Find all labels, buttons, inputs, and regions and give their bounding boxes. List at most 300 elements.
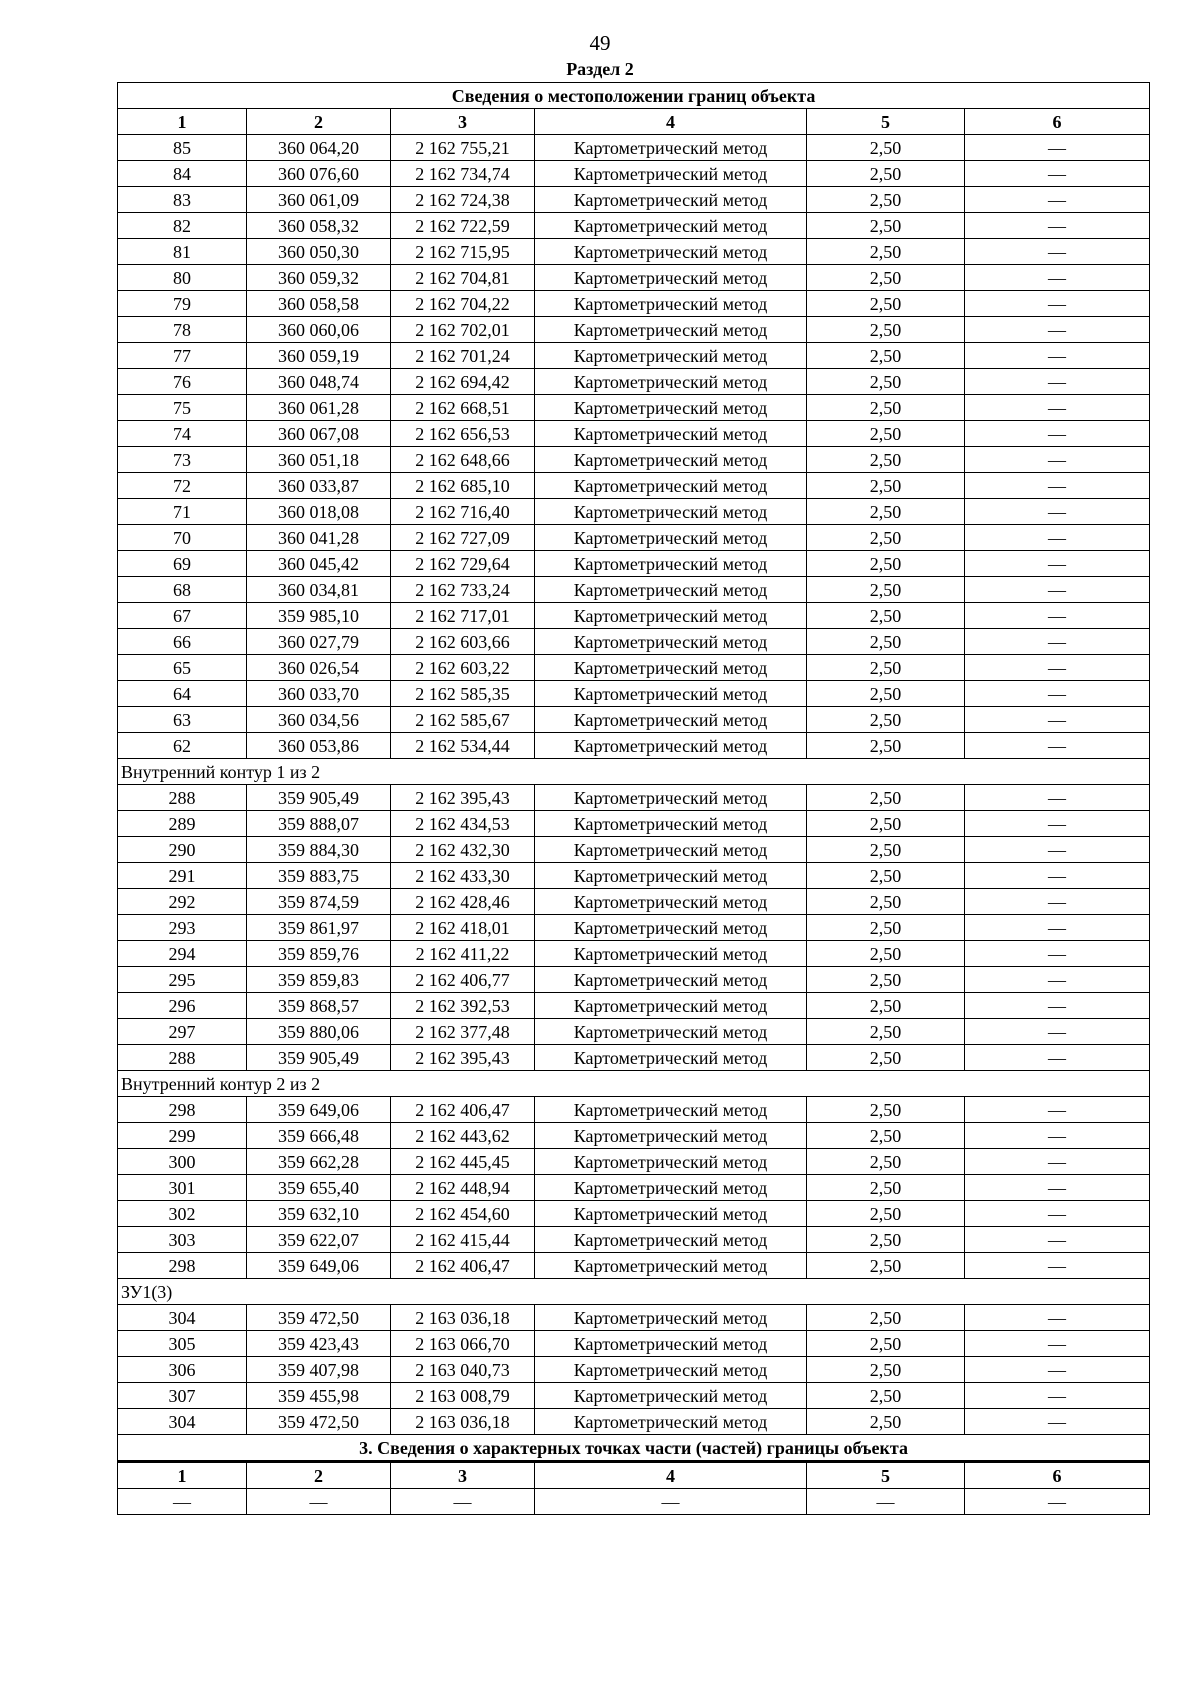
table-cell-1: 306 — [118, 1357, 247, 1383]
table-cell-2: 359 649,06 — [247, 1253, 391, 1279]
table-cell-2: 360 051,18 — [247, 447, 391, 473]
table-cell-3: 2 162 443,62 — [391, 1123, 535, 1149]
table-row — [118, 967, 1150, 993]
table-cell-3: 2 162 395,43 — [391, 1045, 535, 1071]
table-row — [118, 889, 1150, 915]
table-cell-4: Картометрический метод — [535, 655, 807, 681]
table-cell-6: — — [965, 291, 1150, 317]
table-cell-4: Картометрический метод — [535, 473, 807, 499]
table-cell-5: 2,50 — [807, 1045, 965, 1071]
table-row — [118, 1175, 1150, 1201]
table-cell-2: 359 868,57 — [247, 993, 391, 1019]
table-cell-1: 288 — [118, 1045, 247, 1071]
table-cell-4: Картометрический метод — [535, 577, 807, 603]
table-cell-3: 2 162 395,43 — [391, 785, 535, 811]
table-cell-6: — — [965, 1149, 1150, 1175]
table-cell-3: 2 162 448,94 — [391, 1175, 535, 1201]
table-cell-1: 307 — [118, 1383, 247, 1409]
table-cell-1: 81 — [118, 239, 247, 265]
table-row — [118, 681, 1150, 707]
table-cell-2: 359 883,75 — [247, 863, 391, 889]
table-cell-4: Картометрический метод — [535, 447, 807, 473]
table-title: Сведения о местоположении границ объекта — [118, 83, 1150, 109]
table-cell-2: 359 655,40 — [247, 1175, 391, 1201]
table-cell-1: 84 — [118, 161, 247, 187]
table-cell-5: 2,50 — [807, 525, 965, 551]
table-cell-4: Картометрический метод — [535, 707, 807, 733]
table-cell-4: Картометрический метод — [535, 161, 807, 187]
table-cell-6: — — [965, 1357, 1150, 1383]
table-cell-1: 77 — [118, 343, 247, 369]
table-cell-5: 2,50 — [807, 135, 965, 161]
table-cell-4: Картометрический метод — [535, 1175, 807, 1201]
table-cell-4: Картометрический метод — [535, 941, 807, 967]
table-cell-2: 360 061,28 — [247, 395, 391, 421]
table-cell-6: — — [965, 733, 1150, 759]
table-cell-3: 2 162 603,66 — [391, 629, 535, 655]
table-cell-3: 2 162 717,01 — [391, 603, 535, 629]
table-cell-4: Картометрический метод — [535, 837, 807, 863]
table-cell-6: — — [965, 551, 1150, 577]
table-cell-6: — — [965, 629, 1150, 655]
table-cell-3: 2 162 445,45 — [391, 1149, 535, 1175]
table-row — [118, 1123, 1150, 1149]
contour-label-row — [118, 759, 1150, 785]
table-cell-1: 298 — [118, 1097, 247, 1123]
table-cell-2: 360 033,87 — [247, 473, 391, 499]
table-cell-1: 75 — [118, 395, 247, 421]
table-row — [118, 915, 1150, 941]
table-cell-1: 83 — [118, 187, 247, 213]
table-cell-2: 359 888,07 — [247, 811, 391, 837]
table-cell-6: — — [965, 577, 1150, 603]
table-cell-6: — — [965, 1097, 1150, 1123]
table-row — [118, 1383, 1150, 1409]
table-cell-4: Картометрический метод — [535, 1045, 807, 1071]
table-row — [118, 473, 1150, 499]
table-cell-1: 291 — [118, 863, 247, 889]
table-cell-5: 2,50 — [807, 161, 965, 187]
table-cell-6: — — [965, 1019, 1150, 1045]
section3-header-3: 3 — [391, 1462, 535, 1489]
table-row — [118, 993, 1150, 1019]
table-cell-3: 2 163 036,18 — [391, 1305, 535, 1331]
table-row — [118, 265, 1150, 291]
table-row — [118, 811, 1150, 837]
contour-label: Внутренний контур 2 из 2 — [118, 1071, 1150, 1097]
table-cell-1: 295 — [118, 967, 247, 993]
table-row — [118, 837, 1150, 863]
section3-cell-3: — — [391, 1489, 535, 1515]
contour-label-row — [118, 1279, 1150, 1305]
table-cell-4: Картометрический метод — [535, 1019, 807, 1045]
column-header-6: 6 — [965, 109, 1150, 135]
table-cell-1: 65 — [118, 655, 247, 681]
table-cell-1: 298 — [118, 1253, 247, 1279]
table-cell-2: 360 045,42 — [247, 551, 391, 577]
section3-header-5: 5 — [807, 1462, 965, 1489]
table-row — [118, 1227, 1150, 1253]
table-cell-5: 2,50 — [807, 681, 965, 707]
table-cell-4: Картометрический метод — [535, 681, 807, 707]
table-row — [118, 213, 1150, 239]
table-cell-5: 2,50 — [807, 1357, 965, 1383]
table-cell-4: Картометрический метод — [535, 187, 807, 213]
table-cell-3: 2 162 406,47 — [391, 1253, 535, 1279]
table-cell-3: 2 162 534,44 — [391, 733, 535, 759]
column-header-3: 3 — [391, 109, 535, 135]
table-cell-5: 2,50 — [807, 707, 965, 733]
table-cell-6: — — [965, 915, 1150, 941]
table-cell-5: 2,50 — [807, 629, 965, 655]
table-row — [118, 239, 1150, 265]
table-cell-6: — — [965, 499, 1150, 525]
table-cell-2: 359 662,28 — [247, 1149, 391, 1175]
section3-header-1: 1 — [118, 1462, 247, 1489]
table-row — [118, 1097, 1150, 1123]
table-cell-6: — — [965, 1175, 1150, 1201]
table-cell-1: 292 — [118, 889, 247, 915]
table-cell-6: — — [965, 447, 1150, 473]
table-cell-5: 2,50 — [807, 421, 965, 447]
table-cell-5: 2,50 — [807, 447, 965, 473]
column-header-1: 1 — [118, 109, 247, 135]
table-cell-4: Картометрический метод — [535, 291, 807, 317]
table-cell-6: — — [965, 811, 1150, 837]
table-cell-6: — — [965, 707, 1150, 733]
table-cell-6: — — [965, 343, 1150, 369]
table-cell-5: 2,50 — [807, 317, 965, 343]
table-cell-1: 72 — [118, 473, 247, 499]
table-row — [118, 291, 1150, 317]
table-cell-3: 2 162 734,74 — [391, 161, 535, 187]
table-cell-4: Картометрический метод — [535, 1149, 807, 1175]
table-cell-4: Картометрический метод — [535, 421, 807, 447]
table-cell-2: 360 048,74 — [247, 369, 391, 395]
table-cell-3: 2 163 036,18 — [391, 1409, 535, 1435]
table-cell-6: — — [965, 837, 1150, 863]
table-cell-1: 297 — [118, 1019, 247, 1045]
table-cell-1: 79 — [118, 291, 247, 317]
table-row — [118, 941, 1150, 967]
table-cell-3: 2 162 715,95 — [391, 239, 535, 265]
table-cell-6: — — [965, 1305, 1150, 1331]
table-cell-3: 2 162 733,24 — [391, 577, 535, 603]
table-cell-4: Картометрический метод — [535, 265, 807, 291]
table-row — [118, 1201, 1150, 1227]
table-cell-5: 2,50 — [807, 603, 965, 629]
section3-header-row — [118, 1462, 1150, 1489]
table-cell-4: Картометрический метод — [535, 915, 807, 941]
table-cell-5: 2,50 — [807, 577, 965, 603]
table-cell-3: 2 162 377,48 — [391, 1019, 535, 1045]
table-row — [118, 1253, 1150, 1279]
contour-label: ЗУ1(3) — [118, 1279, 1150, 1305]
table-cell-5: 2,50 — [807, 187, 965, 213]
table-cell-4: Картометрический метод — [535, 889, 807, 915]
table-cell-4: Картометрический метод — [535, 395, 807, 421]
table-cell-5: 2,50 — [807, 1201, 965, 1227]
table-cell-4: Картометрический метод — [535, 629, 807, 655]
table-cell-2: 359 407,98 — [247, 1357, 391, 1383]
table-cell-4: Картометрический метод — [535, 1097, 807, 1123]
table-cell-1: 300 — [118, 1149, 247, 1175]
table-cell-1: 78 — [118, 317, 247, 343]
table-row — [118, 863, 1150, 889]
column-header-row — [118, 109, 1150, 135]
table-cell-2: 360 034,56 — [247, 707, 391, 733]
table-cell-1: 303 — [118, 1227, 247, 1253]
table-row — [118, 603, 1150, 629]
table-cell-2: 359 905,49 — [247, 1045, 391, 1071]
table-cell-1: 68 — [118, 577, 247, 603]
table-cell-5: 2,50 — [807, 993, 965, 1019]
table-cell-3: 2 162 433,30 — [391, 863, 535, 889]
table-cell-2: 359 985,10 — [247, 603, 391, 629]
table-cell-6: — — [965, 1383, 1150, 1409]
table-cell-2: 359 859,83 — [247, 967, 391, 993]
table-cell-4: Картометрический метод — [535, 1253, 807, 1279]
page-number: 49 — [589, 31, 611, 55]
table-cell-3: 2 162 716,40 — [391, 499, 535, 525]
table-row — [118, 1331, 1150, 1357]
table-cell-5: 2,50 — [807, 239, 965, 265]
table-row — [118, 161, 1150, 187]
table-cell-2: 360 059,32 — [247, 265, 391, 291]
table-cell-3: 2 162 585,35 — [391, 681, 535, 707]
table-cell-3: 2 162 648,66 — [391, 447, 535, 473]
table-cell-4: Картометрический метод — [535, 811, 807, 837]
table-cell-1: 73 — [118, 447, 247, 473]
table-cell-6: — — [965, 603, 1150, 629]
table-row — [118, 395, 1150, 421]
table-row — [118, 447, 1150, 473]
table-cell-3: 2 162 392,53 — [391, 993, 535, 1019]
table-cell-3: 2 162 411,22 — [391, 941, 535, 967]
table-cell-4: Картометрический метод — [535, 525, 807, 551]
table-cell-6: — — [965, 1331, 1150, 1357]
table-cell-3: 2 162 724,38 — [391, 187, 535, 213]
table-cell-2: 359 666,48 — [247, 1123, 391, 1149]
table-cell-3: 2 162 694,42 — [391, 369, 535, 395]
table-cell-6: — — [965, 1253, 1150, 1279]
table-cell-2: 360 034,81 — [247, 577, 391, 603]
table-cell-2: 359 880,06 — [247, 1019, 391, 1045]
table-cell-4: Картометрический метод — [535, 1201, 807, 1227]
table-cell-5: 2,50 — [807, 369, 965, 395]
table-cell-5: 2,50 — [807, 941, 965, 967]
section3-cell-6: — — [965, 1489, 1150, 1515]
table-cell-2: 359 874,59 — [247, 889, 391, 915]
table-row — [118, 421, 1150, 447]
table-cell-3: 2 162 685,10 — [391, 473, 535, 499]
table-cell-4: Картометрический метод — [535, 967, 807, 993]
table-cell-2: 360 067,08 — [247, 421, 391, 447]
table-cell-6: — — [965, 1123, 1150, 1149]
table-cell-1: 293 — [118, 915, 247, 941]
table-cell-1: 299 — [118, 1123, 247, 1149]
table-cell-4: Картометрический метод — [535, 551, 807, 577]
table-cell-2: 360 033,70 — [247, 681, 391, 707]
table-row — [118, 1019, 1150, 1045]
table-cell-4: Картометрический метод — [535, 785, 807, 811]
table-cell-1: 67 — [118, 603, 247, 629]
table-cell-1: 80 — [118, 265, 247, 291]
table-cell-1: 62 — [118, 733, 247, 759]
table-cell-6: — — [965, 135, 1150, 161]
table-cell-3: 2 163 066,70 — [391, 1331, 535, 1357]
table-cell-5: 2,50 — [807, 967, 965, 993]
table-cell-2: 360 061,09 — [247, 187, 391, 213]
table-cell-1: 288 — [118, 785, 247, 811]
table-cell-1: 85 — [118, 135, 247, 161]
table-row — [118, 785, 1150, 811]
table-cell-6: — — [965, 213, 1150, 239]
table-cell-3: 2 162 704,81 — [391, 265, 535, 291]
table-cell-5: 2,50 — [807, 1227, 965, 1253]
table-cell-3: 2 162 434,53 — [391, 811, 535, 837]
table-cell-2: 360 060,06 — [247, 317, 391, 343]
table-cell-6: — — [965, 161, 1150, 187]
table-row — [118, 343, 1150, 369]
section-title: Раздел 2 — [566, 59, 634, 79]
table-cell-1: 64 — [118, 681, 247, 707]
table-cell-4: Картометрический метод — [535, 1383, 807, 1409]
table-cell-5: 2,50 — [807, 915, 965, 941]
table-cell-2: 359 905,49 — [247, 785, 391, 811]
table-cell-5: 2,50 — [807, 551, 965, 577]
table-cell-3: 2 162 656,53 — [391, 421, 535, 447]
table-row — [118, 525, 1150, 551]
table-cell-4: Картометрический метод — [535, 603, 807, 629]
table-cell-2: 359 884,30 — [247, 837, 391, 863]
contour-label: Внутренний контур 1 из 2 — [118, 759, 1150, 785]
table-cell-4: Картометрический метод — [535, 863, 807, 889]
table-cell-6: — — [965, 265, 1150, 291]
table-row — [118, 1045, 1150, 1071]
table-cell-2: 359 859,76 — [247, 941, 391, 967]
table-row — [118, 707, 1150, 733]
table-cell-5: 2,50 — [807, 733, 965, 759]
table-cell-6: — — [965, 1227, 1150, 1253]
table-cell-2: 359 861,97 — [247, 915, 391, 941]
table-cell-5: 2,50 — [807, 395, 965, 421]
table-cell-1: 76 — [118, 369, 247, 395]
section3-cell-5: — — [807, 1489, 965, 1515]
table-cell-6: — — [965, 889, 1150, 915]
table-cell-6: — — [965, 655, 1150, 681]
table-cell-5: 2,50 — [807, 863, 965, 889]
table-cell-6: — — [965, 395, 1150, 421]
table-cell-3: 2 162 727,09 — [391, 525, 535, 551]
table-cell-3: 2 162 722,59 — [391, 213, 535, 239]
table-row — [118, 629, 1150, 655]
table-cell-6: — — [965, 473, 1150, 499]
table-cell-2: 359 472,50 — [247, 1305, 391, 1331]
table-cell-6: — — [965, 941, 1150, 967]
table-cell-4: Картометрический метод — [535, 317, 807, 343]
table-row — [118, 577, 1150, 603]
table-cell-6: — — [965, 863, 1150, 889]
table-cell-5: 2,50 — [807, 1253, 965, 1279]
table-cell-3: 2 162 418,01 — [391, 915, 535, 941]
table-cell-6: — — [965, 187, 1150, 213]
table-cell-4: Картометрический метод — [535, 239, 807, 265]
table-cell-2: 360 041,28 — [247, 525, 391, 551]
table-cell-5: 2,50 — [807, 785, 965, 811]
table-cell-3: 2 162 702,01 — [391, 317, 535, 343]
table-cell-4: Картометрический метод — [535, 1409, 807, 1435]
table-cell-2: 360 064,20 — [247, 135, 391, 161]
table-cell-3: 2 162 406,47 — [391, 1097, 535, 1123]
table-cell-2: 359 622,07 — [247, 1227, 391, 1253]
table-cell-1: 296 — [118, 993, 247, 1019]
table-cell-1: 63 — [118, 707, 247, 733]
table-cell-2: 359 472,50 — [247, 1409, 391, 1435]
section3-header-4: 4 — [535, 1462, 807, 1489]
table-cell-3: 2 162 454,60 — [391, 1201, 535, 1227]
section3-cell-4: — — [535, 1489, 807, 1515]
table-cell-5: 2,50 — [807, 837, 965, 863]
table-row — [118, 499, 1150, 525]
table-row — [118, 551, 1150, 577]
table-row — [118, 733, 1150, 759]
table-cell-2: 360 053,86 — [247, 733, 391, 759]
table-row — [118, 655, 1150, 681]
section3-cell-2: — — [247, 1489, 391, 1515]
table-cell-4: Картометрический метод — [535, 499, 807, 525]
table-cell-2: 359 455,98 — [247, 1383, 391, 1409]
table-row — [118, 1357, 1150, 1383]
table-cell-5: 2,50 — [807, 499, 965, 525]
table-cell-6: — — [965, 993, 1150, 1019]
table-cell-6: — — [965, 239, 1150, 265]
table-cell-2: 360 026,54 — [247, 655, 391, 681]
table-cell-1: 304 — [118, 1305, 247, 1331]
table-row — [118, 1409, 1150, 1435]
table-cell-6: — — [965, 681, 1150, 707]
table-cell-3: 2 162 428,46 — [391, 889, 535, 915]
table-cell-5: 2,50 — [807, 265, 965, 291]
table-cell-3: 2 162 603,22 — [391, 655, 535, 681]
table-cell-2: 360 058,58 — [247, 291, 391, 317]
table-row — [118, 369, 1150, 395]
table-cell-4: Картометрический метод — [535, 993, 807, 1019]
table-cell-4: Картометрический метод — [535, 213, 807, 239]
table-cell-1: 70 — [118, 525, 247, 551]
table-cell-1: 82 — [118, 213, 247, 239]
column-header-5: 5 — [807, 109, 965, 135]
table-cell-3: 2 162 755,21 — [391, 135, 535, 161]
table-cell-5: 2,50 — [807, 473, 965, 499]
table-cell-6: — — [965, 421, 1150, 447]
boundary-coordinates-table — [117, 82, 1150, 1515]
table-cell-4: Картометрический метод — [535, 1305, 807, 1331]
section3-row — [118, 1489, 1150, 1515]
table-cell-4: Картометрический метод — [535, 369, 807, 395]
table-row — [118, 1149, 1150, 1175]
table-cell-4: Картометрический метод — [535, 1123, 807, 1149]
table-cell-4: Картометрический метод — [535, 1227, 807, 1253]
table-cell-2: 360 059,19 — [247, 343, 391, 369]
table-cell-2: 359 649,06 — [247, 1097, 391, 1123]
table-cell-1: 294 — [118, 941, 247, 967]
table-cell-1: 302 — [118, 1201, 247, 1227]
table-cell-5: 2,50 — [807, 1383, 965, 1409]
table-cell-4: Картометрический метод — [535, 1331, 807, 1357]
table-cell-5: 2,50 — [807, 1019, 965, 1045]
table-cell-5: 2,50 — [807, 889, 965, 915]
